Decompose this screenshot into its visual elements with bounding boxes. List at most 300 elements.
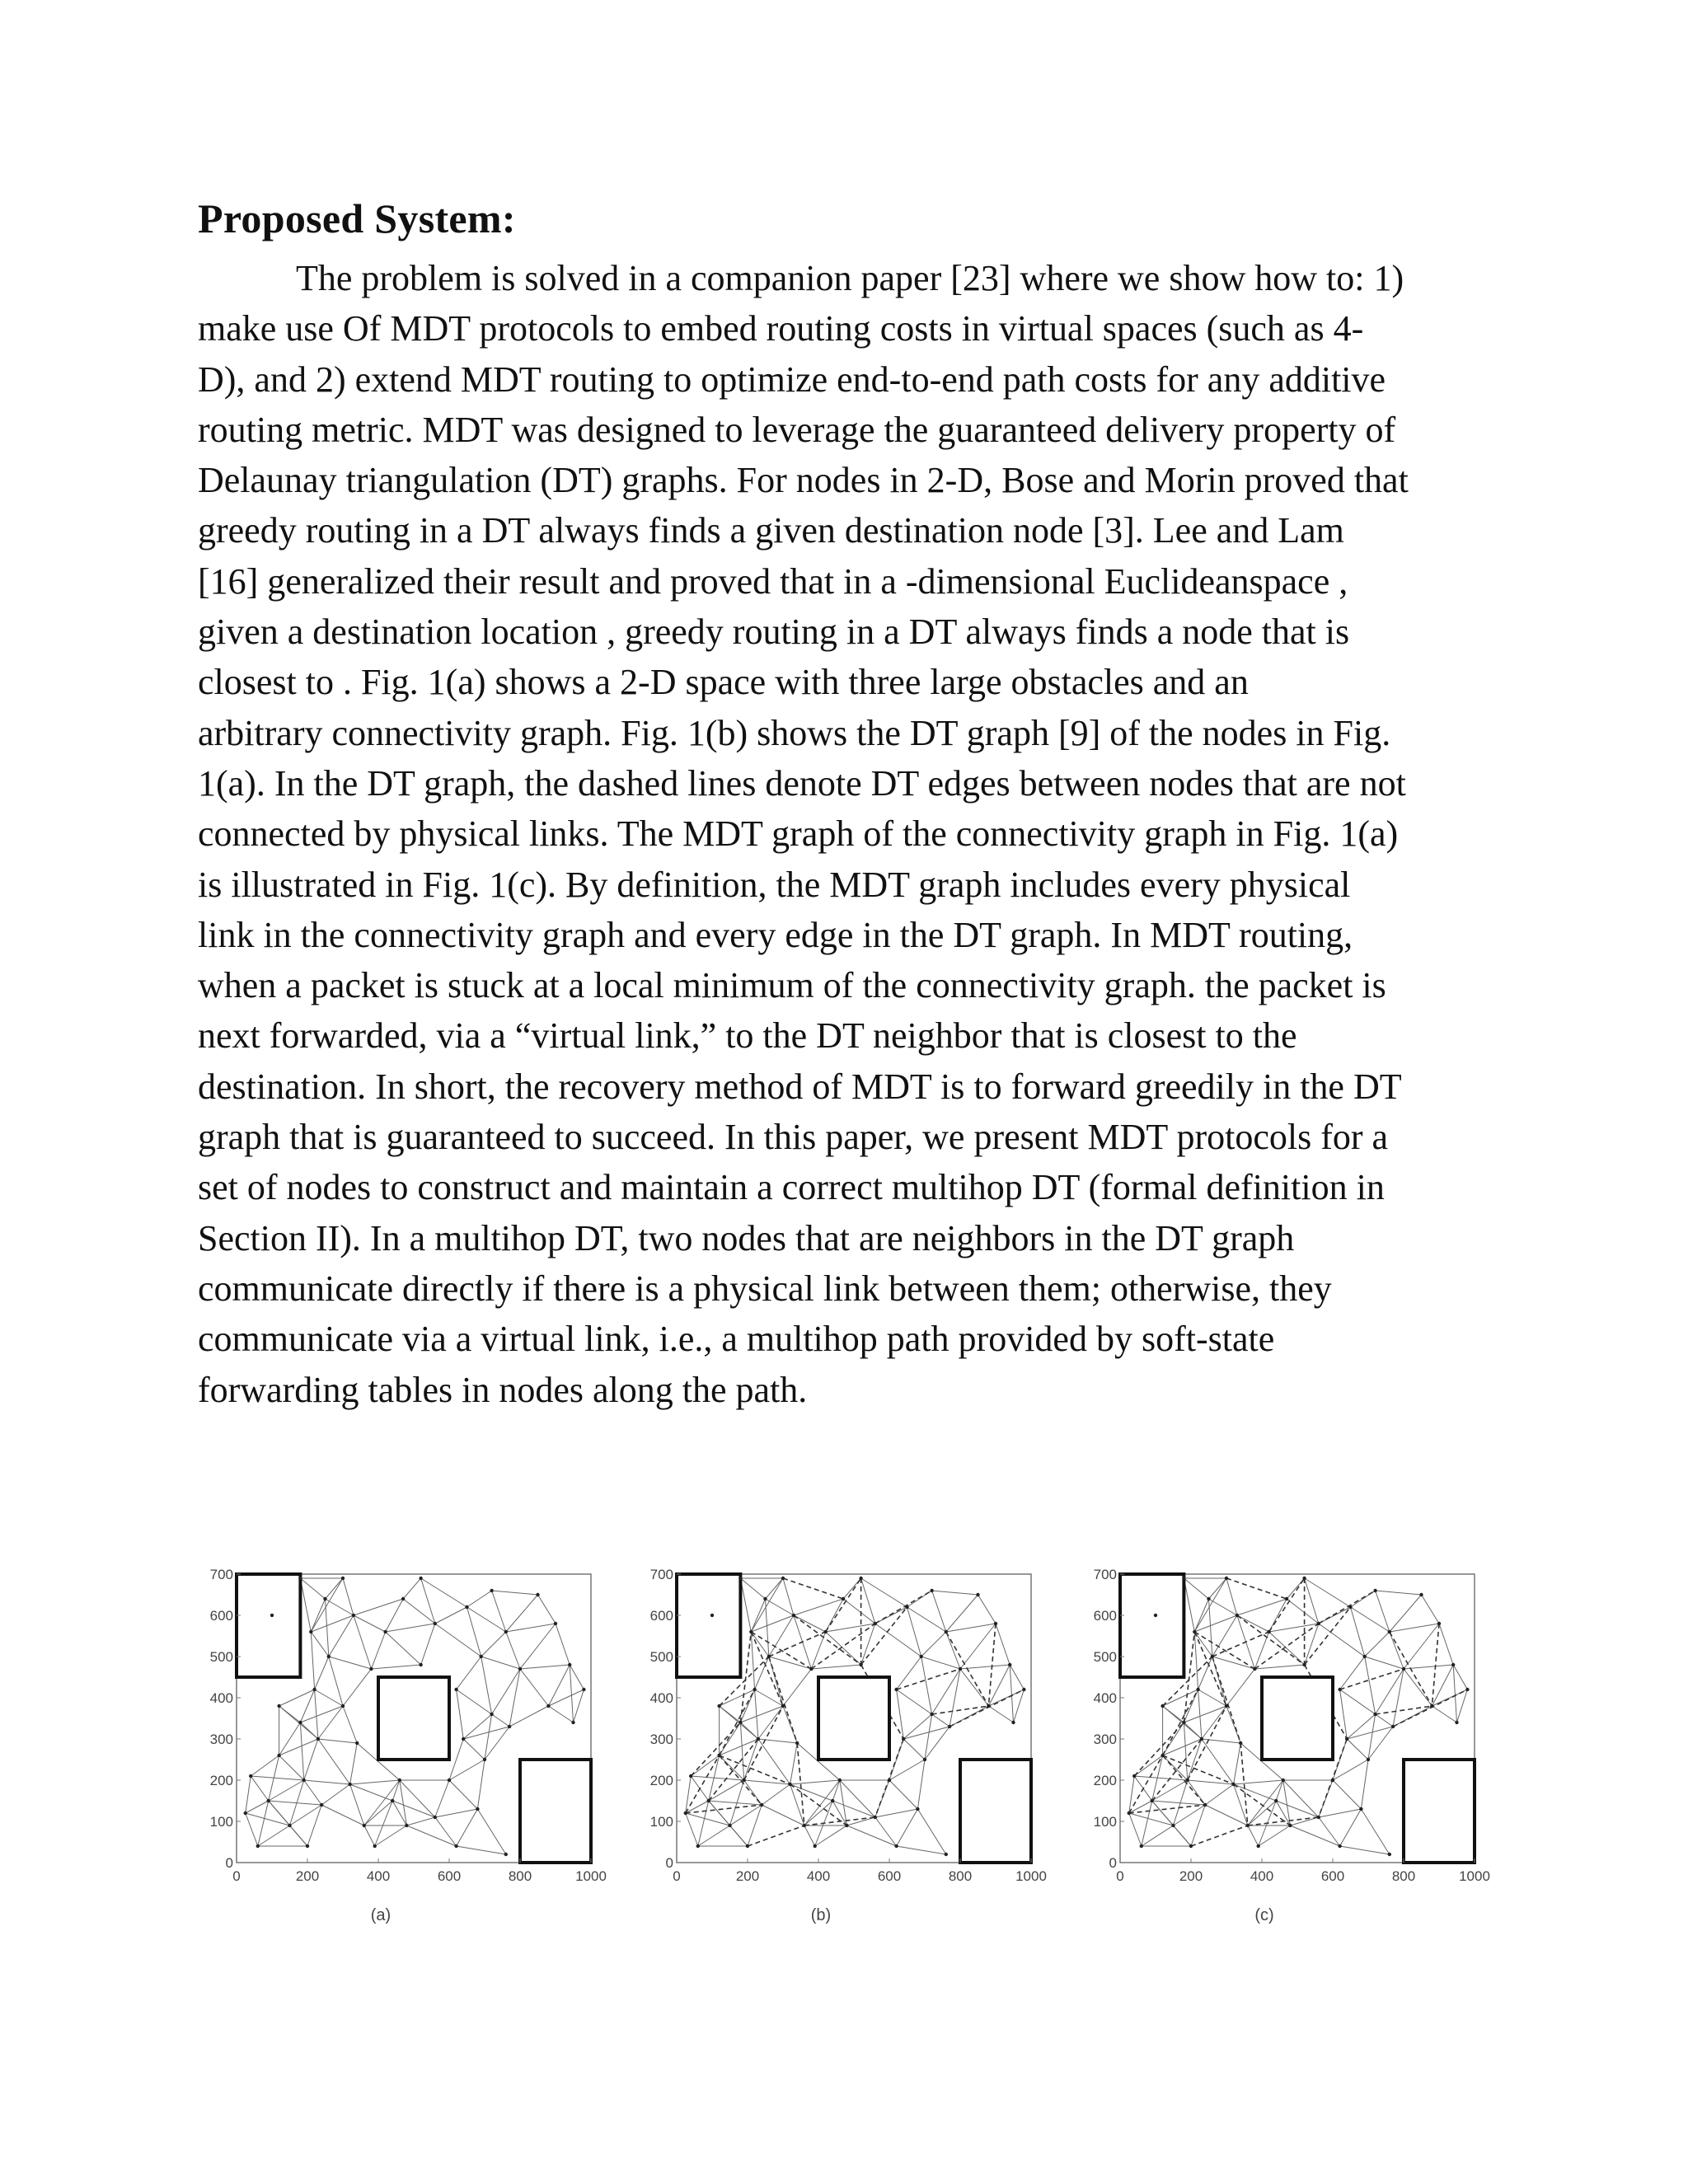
physical-link (897, 1809, 918, 1846)
physical-link (846, 1817, 874, 1825)
node-point (383, 1630, 387, 1633)
node-point (352, 1614, 355, 1617)
physical-link (1305, 1624, 1319, 1665)
node-point (391, 1799, 394, 1802)
physical-link (329, 1657, 372, 1669)
virtual-link (1254, 1624, 1318, 1669)
physical-link (932, 1591, 978, 1595)
virtual-link (897, 1669, 960, 1690)
virtual-link (1194, 1632, 1254, 1669)
physical-link (978, 1595, 996, 1624)
node-point (249, 1774, 252, 1778)
node-point (930, 1713, 933, 1716)
text-line: Delaunay triangulation (DT) graphs. For nodes in 2-D, Bose and Morin proved that (198, 460, 1409, 501)
physical-link (1129, 1813, 1142, 1846)
physical-link (832, 1801, 875, 1817)
physical-link (1269, 1632, 1305, 1665)
physical-link (538, 1595, 556, 1624)
node-point (1274, 1799, 1278, 1802)
physical-link (258, 1801, 269, 1846)
physical-link (1404, 1624, 1439, 1669)
physical-link (279, 1706, 301, 1722)
y-tick-label: 300 (209, 1732, 233, 1747)
physical-link (485, 1714, 492, 1760)
node-point (923, 1758, 926, 1761)
physical-link (996, 1624, 1010, 1665)
physical-link (321, 1784, 349, 1805)
obstacle (818, 1677, 889, 1760)
node-point (490, 1713, 493, 1716)
physical-link (1439, 1624, 1453, 1665)
y-tick-label: 0 (1109, 1855, 1117, 1871)
node-point (316, 1737, 320, 1741)
physical-link (815, 1825, 847, 1846)
physical-link (1432, 1706, 1456, 1722)
physical-link (1340, 1846, 1390, 1854)
node-point (920, 1655, 923, 1658)
physical-link (548, 1665, 570, 1706)
node-point (1367, 1758, 1370, 1761)
node-point (288, 1824, 291, 1827)
text-line: set of nodes to construct and maintain a correct multihop DT (formal definition in (198, 1167, 1385, 1208)
physical-link (1234, 1780, 1283, 1784)
physical-link (548, 1690, 584, 1706)
physical-link (457, 1690, 492, 1714)
physical-link (457, 1690, 464, 1739)
physical-link (269, 1801, 322, 1805)
x-tick-label: 200 (295, 1868, 320, 1884)
node-point (1317, 1622, 1320, 1625)
physical-link (1376, 1591, 1422, 1595)
physical-link (364, 1825, 375, 1846)
physical-link (932, 1591, 946, 1632)
node-point (1140, 1844, 1143, 1848)
y-tick-label: 500 (209, 1649, 233, 1665)
virtual-link (1305, 1607, 1351, 1665)
subfigure-caption: (b) (810, 1906, 832, 1924)
virtual-link (748, 1825, 804, 1846)
physical-link (449, 1780, 477, 1809)
physical-link (1174, 1805, 1206, 1825)
physical-link (861, 1578, 907, 1607)
y-tick-label: 0 (225, 1855, 233, 1871)
physical-link (861, 1624, 875, 1665)
node-point (1419, 1593, 1423, 1596)
subfigure-caption: (c) (1254, 1906, 1274, 1924)
node-point (302, 1779, 306, 1782)
y-tick-label: 100 (1093, 1814, 1117, 1830)
node-point (1211, 1655, 1214, 1658)
physical-link (1174, 1825, 1192, 1846)
physical-link (1319, 1809, 1362, 1817)
y-tick-label: 600 (209, 1608, 233, 1624)
virtual-link (797, 1743, 804, 1825)
physical-link (1287, 1599, 1319, 1624)
node-point (803, 1824, 806, 1827)
physical-link (1457, 1690, 1468, 1722)
physical-link (826, 1624, 875, 1632)
obstacle (237, 1574, 300, 1677)
node-point (728, 1824, 731, 1827)
node-point (508, 1725, 511, 1728)
x-tick-label: 400 (366, 1868, 391, 1884)
physical-link (449, 1739, 463, 1780)
physical-link (318, 1739, 357, 1743)
node-point (554, 1622, 557, 1625)
virtual-link (1240, 1743, 1248, 1825)
node-point (1186, 1779, 1189, 1782)
obstacle (378, 1677, 449, 1760)
physical-link (1305, 1578, 1351, 1607)
text-line: greedy routing in a DT always finds a given destination node [3]. Lee and Lam (198, 510, 1344, 551)
node-point (959, 1667, 962, 1671)
physical-link (960, 1624, 996, 1669)
physical-link (832, 1780, 840, 1801)
physical-link (1142, 1825, 1174, 1846)
physical-link (485, 1727, 509, 1760)
node-point (571, 1721, 574, 1724)
physical-link (1212, 1657, 1255, 1669)
physical-link (1276, 1780, 1283, 1801)
node-point (298, 1577, 302, 1580)
physical-link (477, 1760, 485, 1809)
x-tick-label: 200 (735, 1868, 760, 1884)
node-point (1171, 1824, 1175, 1827)
node-point (930, 1589, 933, 1592)
node-point (874, 1816, 877, 1819)
node-point (809, 1667, 813, 1671)
physical-link (946, 1595, 978, 1632)
virtual-link (811, 1624, 874, 1669)
node-point (795, 1741, 799, 1745)
node-point (369, 1667, 373, 1671)
physical-link (246, 1776, 251, 1813)
node-point (842, 1597, 845, 1601)
physical-link (897, 1657, 921, 1690)
physical-link (375, 1825, 407, 1846)
node-point (1225, 1704, 1228, 1708)
node-point (504, 1630, 508, 1633)
node-point (1267, 1630, 1270, 1633)
physical-link (1453, 1665, 1456, 1722)
physical-link (421, 1578, 435, 1624)
node-point (1225, 1577, 1228, 1580)
figure-1 (0, 1558, 1688, 1953)
node-point (504, 1853, 508, 1856)
physical-link (300, 1722, 303, 1780)
physical-link (1365, 1632, 1390, 1657)
physical-link (386, 1624, 435, 1632)
node-point (1160, 1704, 1164, 1708)
physical-link (748, 1805, 762, 1846)
physical-link (364, 1801, 392, 1825)
physical-link (1163, 1722, 1184, 1755)
physical-link (350, 1780, 400, 1784)
physical-link (1340, 1809, 1362, 1846)
virtual-link (1390, 1632, 1432, 1706)
physical-link (307, 1805, 321, 1846)
physical-link (1305, 1578, 1319, 1624)
obstacle (1404, 1760, 1475, 1863)
node-point (814, 1844, 817, 1848)
node-point (401, 1597, 405, 1601)
node-point (454, 1844, 457, 1848)
physical-link (1129, 1776, 1134, 1813)
y-tick-label: 200 (1093, 1773, 1117, 1788)
physical-link (1188, 1739, 1202, 1780)
physical-link (861, 1578, 875, 1624)
physical-link (449, 1760, 485, 1780)
node-point (1388, 1630, 1391, 1633)
physical-link (804, 1780, 840, 1825)
physical-link (917, 1760, 925, 1809)
physical-link (279, 1690, 315, 1706)
node-point (398, 1779, 401, 1782)
node-point (689, 1774, 692, 1778)
physical-link (548, 1706, 573, 1722)
y-tick-label: 200 (649, 1773, 673, 1788)
physical-link (720, 1722, 741, 1755)
physical-link (246, 1813, 290, 1825)
node-point (1151, 1799, 1154, 1802)
figure-panel-a (202, 1558, 614, 1953)
physical-link (1319, 1607, 1351, 1624)
node-point (1182, 1577, 1185, 1580)
node-point (717, 1704, 720, 1708)
physical-link (556, 1624, 570, 1665)
node-point (823, 1630, 827, 1633)
x-tick-label: 0 (1116, 1868, 1124, 1884)
physical-link (751, 1632, 769, 1657)
physical-link (435, 1607, 467, 1624)
virtual-link (1269, 1578, 1305, 1632)
virtual-link (1319, 1591, 1376, 1624)
physical-link (403, 1599, 435, 1624)
physical-link (311, 1632, 329, 1657)
node-point (490, 1589, 493, 1592)
y-tick-label: 700 (649, 1567, 673, 1582)
physical-link (903, 1739, 925, 1760)
physical-link (1129, 1813, 1174, 1825)
node-point (363, 1824, 366, 1827)
physical-link (457, 1846, 506, 1854)
text-line: link in the connectivity graph and every edge in the DT graph. In MDT routing, (198, 914, 1353, 955)
physical-link (421, 1578, 467, 1607)
body-paragraph (198, 253, 1500, 1415)
physical-link (783, 1669, 811, 1706)
physical-link (343, 1706, 357, 1743)
virtual-link (1248, 1817, 1319, 1825)
node-point (743, 1779, 746, 1782)
physical-link (897, 1690, 932, 1714)
node-point (1160, 1754, 1164, 1757)
obstacle (1120, 1574, 1184, 1677)
physical-link (921, 1657, 960, 1669)
x-tick-label: 1000 (575, 1868, 607, 1884)
physical-link (917, 1809, 945, 1854)
node-point (277, 1754, 280, 1757)
physical-link (1361, 1809, 1389, 1854)
physical-link (343, 1669, 371, 1706)
virtual-link (720, 1690, 755, 1755)
node-point (320, 1803, 323, 1807)
physical-link (755, 1690, 758, 1739)
node-point (546, 1704, 550, 1708)
physical-link (1319, 1624, 1365, 1657)
text-line: 1(a). In the DT graph, the dashed lines denote DT edges between nodes that are not (198, 762, 1406, 804)
node-point (1288, 1824, 1292, 1827)
node-point (994, 1622, 997, 1625)
physical-link (1209, 1578, 1227, 1599)
physical-link (463, 1739, 485, 1760)
node-point (902, 1737, 905, 1741)
node-point (1373, 1589, 1376, 1592)
virtual-link (769, 1632, 826, 1657)
physical-link (329, 1615, 354, 1657)
x-tick-label: 800 (1391, 1868, 1416, 1884)
node-point (480, 1655, 483, 1658)
node-point (1338, 1688, 1341, 1691)
node-point (1455, 1721, 1458, 1724)
node-point (1253, 1667, 1256, 1671)
physical-link (946, 1632, 960, 1669)
physical-link (811, 1665, 860, 1669)
text-line: forwarding tables in nodes along the path. (198, 1369, 808, 1410)
node-point (448, 1779, 451, 1782)
text-line: [16] generalized their result and proved that in a -dimensional Euclideanspace , (198, 560, 1348, 602)
physical-link (1163, 1706, 1184, 1722)
physical-link (1010, 1665, 1013, 1722)
physical-link (467, 1591, 492, 1607)
node-point (1317, 1816, 1320, 1819)
node-point (348, 1783, 351, 1786)
physical-link (1390, 1624, 1439, 1632)
node-point (767, 1655, 771, 1658)
node-point (1008, 1663, 1011, 1666)
physical-link (574, 1690, 584, 1722)
physical-link (1205, 1784, 1233, 1805)
obstacle (960, 1760, 1031, 1863)
node-point (916, 1807, 919, 1811)
physical-link (875, 1809, 918, 1817)
x-tick-label: 800 (948, 1868, 973, 1884)
physical-link (403, 1578, 421, 1599)
physical-link (1163, 1690, 1198, 1706)
physical-link (290, 1805, 322, 1825)
node-point (1203, 1803, 1207, 1807)
node-point (518, 1667, 522, 1671)
physical-link (1010, 1665, 1024, 1690)
y-tick-label: 400 (1093, 1690, 1117, 1706)
physical-link (960, 1669, 988, 1706)
physical-link (1198, 1690, 1202, 1739)
text-line: Section II). In a multihop DT, two nodes that are neighbors in the DT graph (198, 1217, 1295, 1258)
node-point (256, 1844, 260, 1848)
y-tick-label: 700 (1093, 1567, 1117, 1582)
physical-link (457, 1809, 478, 1846)
node-point (1189, 1844, 1193, 1848)
physical-link (435, 1809, 478, 1817)
dt-graph-plot (642, 1558, 1054, 1953)
physical-link (1365, 1657, 1404, 1669)
x-tick-label: 0 (673, 1868, 681, 1884)
physical-link (1376, 1714, 1394, 1727)
node-point (277, 1704, 280, 1708)
physical-link (691, 1776, 744, 1780)
node-point (306, 1844, 309, 1848)
node-point (1200, 1737, 1203, 1741)
node-point (244, 1811, 247, 1815)
y-tick-label: 300 (1093, 1732, 1117, 1747)
node-point (792, 1614, 795, 1617)
node-point (483, 1758, 486, 1761)
node-point (536, 1593, 539, 1596)
physical-link (843, 1599, 875, 1624)
physical-link (921, 1657, 932, 1714)
node-point (757, 1737, 760, 1741)
node-point (738, 1721, 742, 1724)
obstacle (677, 1574, 740, 1677)
node-point (717, 1754, 720, 1757)
node-point (1239, 1741, 1242, 1745)
node-point (419, 1577, 422, 1580)
node-point (753, 1688, 756, 1691)
physical-link (1142, 1801, 1152, 1846)
node-point (696, 1844, 700, 1848)
physical-link (755, 1657, 769, 1690)
node-point (894, 1844, 898, 1848)
x-tick-label: 600 (437, 1868, 462, 1884)
text-line: The problem is solved in a companion paper [23] where we show how to: 1) (296, 258, 1404, 298)
physical-link (762, 1784, 790, 1805)
node-point (1402, 1667, 1405, 1671)
physical-link (304, 1739, 318, 1780)
physical-link (925, 1727, 950, 1760)
node-point (684, 1811, 687, 1815)
physical-link (1290, 1817, 1318, 1825)
y-tick-label: 500 (1093, 1649, 1117, 1665)
physical-link (1234, 1784, 1277, 1801)
node-point (312, 1688, 316, 1691)
physical-link (946, 1624, 996, 1632)
node-point (434, 1622, 437, 1625)
text-line: arbitrary connectivity graph. Fig. 1(b) shows the DT graph [9] of the nodes in Fig. (198, 712, 1391, 753)
virtual-link (861, 1607, 907, 1665)
node-point (749, 1630, 753, 1633)
virtual-link (1191, 1825, 1248, 1846)
text-line: graph that is guaranteed to succeed. In this paper, we present MDT protocols for a (198, 1117, 1389, 1158)
x-tick-label: 200 (1179, 1868, 1203, 1884)
physical-link (350, 1784, 393, 1801)
physical-link (290, 1825, 308, 1846)
physical-link (350, 1743, 358, 1784)
physical-link (769, 1657, 812, 1669)
virtual-link (875, 1591, 932, 1624)
physical-link (311, 1632, 314, 1690)
y-tick-label: 700 (209, 1567, 233, 1582)
physical-link (406, 1817, 434, 1825)
physical-link (1365, 1657, 1376, 1714)
physical-link (1333, 1780, 1361, 1809)
physical-link (730, 1805, 762, 1825)
physical-link (875, 1607, 907, 1624)
physical-link (709, 1801, 762, 1805)
physical-link (375, 1801, 393, 1846)
physical-link (492, 1591, 538, 1595)
physical-link (988, 1706, 1013, 1722)
physical-link (988, 1665, 1010, 1706)
physical-link (246, 1801, 269, 1813)
